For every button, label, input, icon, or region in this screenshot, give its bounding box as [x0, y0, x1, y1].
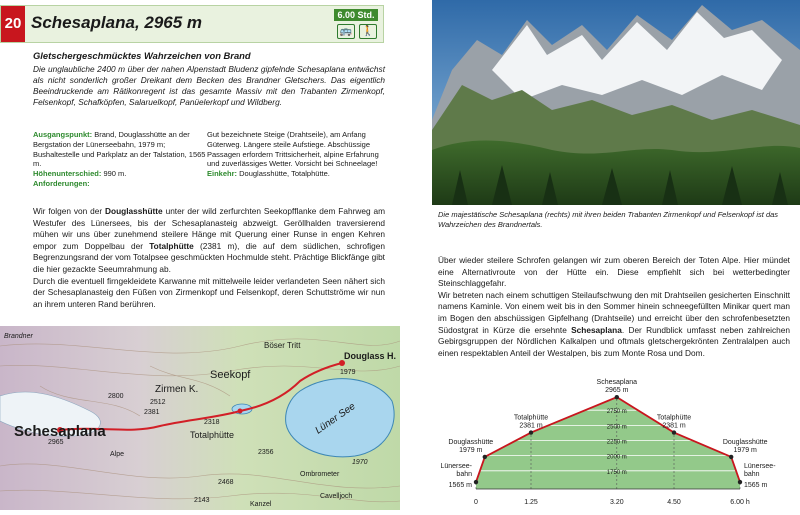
duration-badge: 6.00 Std.	[334, 9, 378, 21]
intro-text: Die unglaubliche 2400 m über der nahen Alpenstadt Bludenz gipfelnde Schesaplana entwächst als nicht sonderlich großer Dreikant dem Becken des Brandner Gletschers. Das eigentlich Beeindruckende am Rätikonregent ist das gesamte Massiv mit den Trabanten Zirmenkopf, Felsenkopf, Schafköpfen, Salaruelkopf, Panüelerkopf und Wildberg.	[33, 64, 385, 108]
requirements-text: Gut bezeichnete Steige (Drahtseile), am Anfang Güterweg. Längere steile Aufstiege. Abschüssige Passagen erfordern Trittsicherheit, alpine Erfahrung und zuverlässiges Wetter. Vorsicht bei Schneelage!	[207, 130, 379, 169]
body-text-right	[438, 255, 790, 359]
info-column-1	[33, 130, 206, 189]
refreshment-text: Douglasshütte, Totalphütte.	[239, 169, 330, 179]
waypoint-marker	[729, 455, 733, 459]
map-label-brandner: Brandner	[4, 333, 33, 340]
x-tick-label: 0	[474, 499, 478, 506]
route-map	[0, 326, 400, 510]
waypoint-altitude: 1979 m	[733, 446, 757, 454]
map-label-douglass: Douglass H.	[344, 351, 397, 361]
map-label-totalphuette: Totalphütte	[190, 430, 235, 440]
map-label-boeser-tritt: Böser Tritt	[264, 341, 301, 350]
mountain-photo	[432, 0, 800, 205]
map-label-zirmen: Zirmen K.	[155, 384, 199, 395]
body-text-left	[33, 206, 385, 310]
tour-title: Schesaplana, 2965 m	[31, 13, 203, 32]
hut-marker	[238, 409, 243, 414]
elevation-profile	[422, 379, 800, 510]
map-label-alpe: Alpe	[110, 451, 125, 458]
waypoint-marker	[672, 430, 676, 434]
waypoint-altitude: 1565 m	[744, 482, 768, 490]
waypoint-altitude: 2965 m	[605, 387, 629, 395]
waypoint-altitude: 1979 m	[459, 446, 483, 454]
waypoint-name: Totalphütte	[656, 414, 692, 422]
x-tick-label: 4.50	[667, 499, 681, 506]
waypoint-altitude: 2381 m	[662, 422, 686, 430]
body-paragraph-4: Wir betreten nach einem schuttigen Steilaufschwung den mit Drahtseilen gesicherten Einschnitt namens Kaminle. Von einem weit bis in den Sommer hinein schneegefüllten Minikar quert man im Bogen den abschüssigen Gipfelhang (Drahtseile) und erreicht über den schrofenbesetzten Südostgrat in Kürze die ersehnte Schesaplana. Der Rundblick umfasst neben zahlreichen Gebirgsgruppen der Nördlichen Kalkalpen und oftmals gletschergekrönten Zentralalpen auch einen respektablen Anteil der Westalpen, bis zum Monte Rosa und Dom.	[438, 289, 790, 358]
waypoint-marker	[483, 455, 487, 459]
x-tick-label: 1.25	[524, 499, 538, 506]
waypoint-name: Lünersee-	[744, 463, 776, 471]
waypoint-name: Douglasshütte	[448, 438, 494, 446]
elevation-label: Höhenunterschied:	[33, 169, 102, 179]
waypoint-marker	[529, 430, 533, 434]
waypoint-name: Totalphütte	[513, 414, 549, 422]
hiker-icon: 🚶	[359, 24, 377, 39]
body-paragraph-1: Wir folgen von der Douglasshütte unter der wild zerfurchten Seekopfflanke dem Fahrweg am Westufer des Lünersees, bis der Schesaplanasteig abzweigt. Geröllhalden traversierend mühen wir uns über zunehmend steilere Hänge mit Querung einer Runse in engen Kehren empor zum Doppelbau der Totalphütte (2381 m), die auf dem südlichen, schrofigen Begrenzungsrand der vom Totalpsee geschmückten Hochmulde steht. Prächtige Blickfänge gibt die hier gezackte Seeumrahmung ab.	[33, 206, 385, 274]
elevation-text: 990 m.	[103, 169, 127, 179]
waypoint-marker	[615, 395, 619, 399]
spot-height-1970: 1970	[352, 459, 368, 466]
left-page	[0, 0, 400, 510]
requirements-label: Anforderungen:	[33, 178, 90, 188]
map-label-cavelljoch: Cavelljoch	[320, 493, 353, 500]
y-tick-label: 2250 m	[606, 439, 627, 446]
map-label-kanzel: Kanzel	[250, 501, 272, 508]
refreshment-label: Einkehr:	[207, 169, 238, 179]
y-tick-label: 2750 m	[606, 409, 627, 416]
waypoint-marker	[738, 480, 742, 484]
waypoint-name: bahn	[456, 471, 472, 479]
spot-height-2143: 2143	[194, 497, 210, 504]
spot-height-douglass: 1979	[340, 369, 356, 376]
map-label-luenersee: Lüner See	[313, 400, 358, 437]
map-label-ombrometer: Ombrometer	[300, 471, 340, 478]
start-label: Ausgangspunkt:	[33, 130, 93, 139]
body-paragraph-3: Über wieder steilere Schrofen gelangen wir zum oberen Bereich der Toten Alpe. Hier mündet eine Alternativroute von der Hütte ein. Diese empfiehlt sich bei wetterbedingter Steinschlaggefahr.	[438, 255, 790, 289]
x-tick-label: 3.20	[609, 499, 624, 506]
map-label-schesaplana: Schesaplana	[14, 423, 106, 440]
map-label-seekopf: Seekopf	[210, 369, 251, 381]
y-tick-label: 2500 m	[606, 424, 627, 431]
spot-height-2468: 2468	[218, 479, 234, 486]
waypoint-name: bahn	[744, 471, 760, 479]
bus-icon: 🚌	[337, 24, 355, 39]
waypoint-marker	[474, 480, 478, 484]
elevation-profile-chart	[422, 379, 800, 510]
spot-height-2356: 2356	[258, 449, 274, 456]
tour-header	[0, 5, 384, 43]
x-tick-label: 6.00 h	[730, 499, 750, 506]
spot-height-2800: 2800	[108, 393, 124, 400]
tour-number: 20	[1, 6, 25, 42]
body-paragraph-2: Durch die eventuell firngekleidete Karwanne mit mittelweile leider verlandeten Seen nähert sich der Schesaplanasteig den Füßen von Zirmenkopf und Felsenkopf, deren Schuttströme wir nun an ihrem unteren Rand berühren.	[33, 275, 385, 309]
y-tick-label: 2000 m	[606, 454, 627, 461]
start-text: Brand, Douglasshütte an der Bergstation der Lünerseebahn, 1979 m; Bushaltestelle und Parkplatz an der Talstation, 1565 m.	[33, 130, 206, 169]
photo-caption: Die majestätische Schesaplana (rechts) mit ihren beiden Trabanten Zirmenkopf und Felsenkopf ist das Wahrzeichen des Brandnertals.	[438, 210, 779, 229]
spot-height-summit: 2965	[48, 439, 64, 446]
right-page	[400, 0, 800, 510]
spot-height-2512: 2512	[150, 399, 166, 406]
spot-height-totalp: 2381	[144, 409, 160, 416]
waypoint-name: Lünersee-	[440, 463, 472, 471]
spot-height-2318: 2318	[204, 419, 220, 426]
y-tick-label: 1750 m	[606, 469, 627, 476]
info-column-2	[207, 130, 385, 179]
waypoint-altitude: 2381 m	[519, 422, 543, 430]
waypoint-name: Schesaplana	[596, 379, 638, 387]
waypoint-altitude: 1565 m	[448, 482, 472, 490]
waypoint-name: Douglasshütte	[722, 438, 768, 446]
tour-subtitle: Gletschergeschmücktes Wahrzeichen von Brand	[33, 50, 251, 61]
